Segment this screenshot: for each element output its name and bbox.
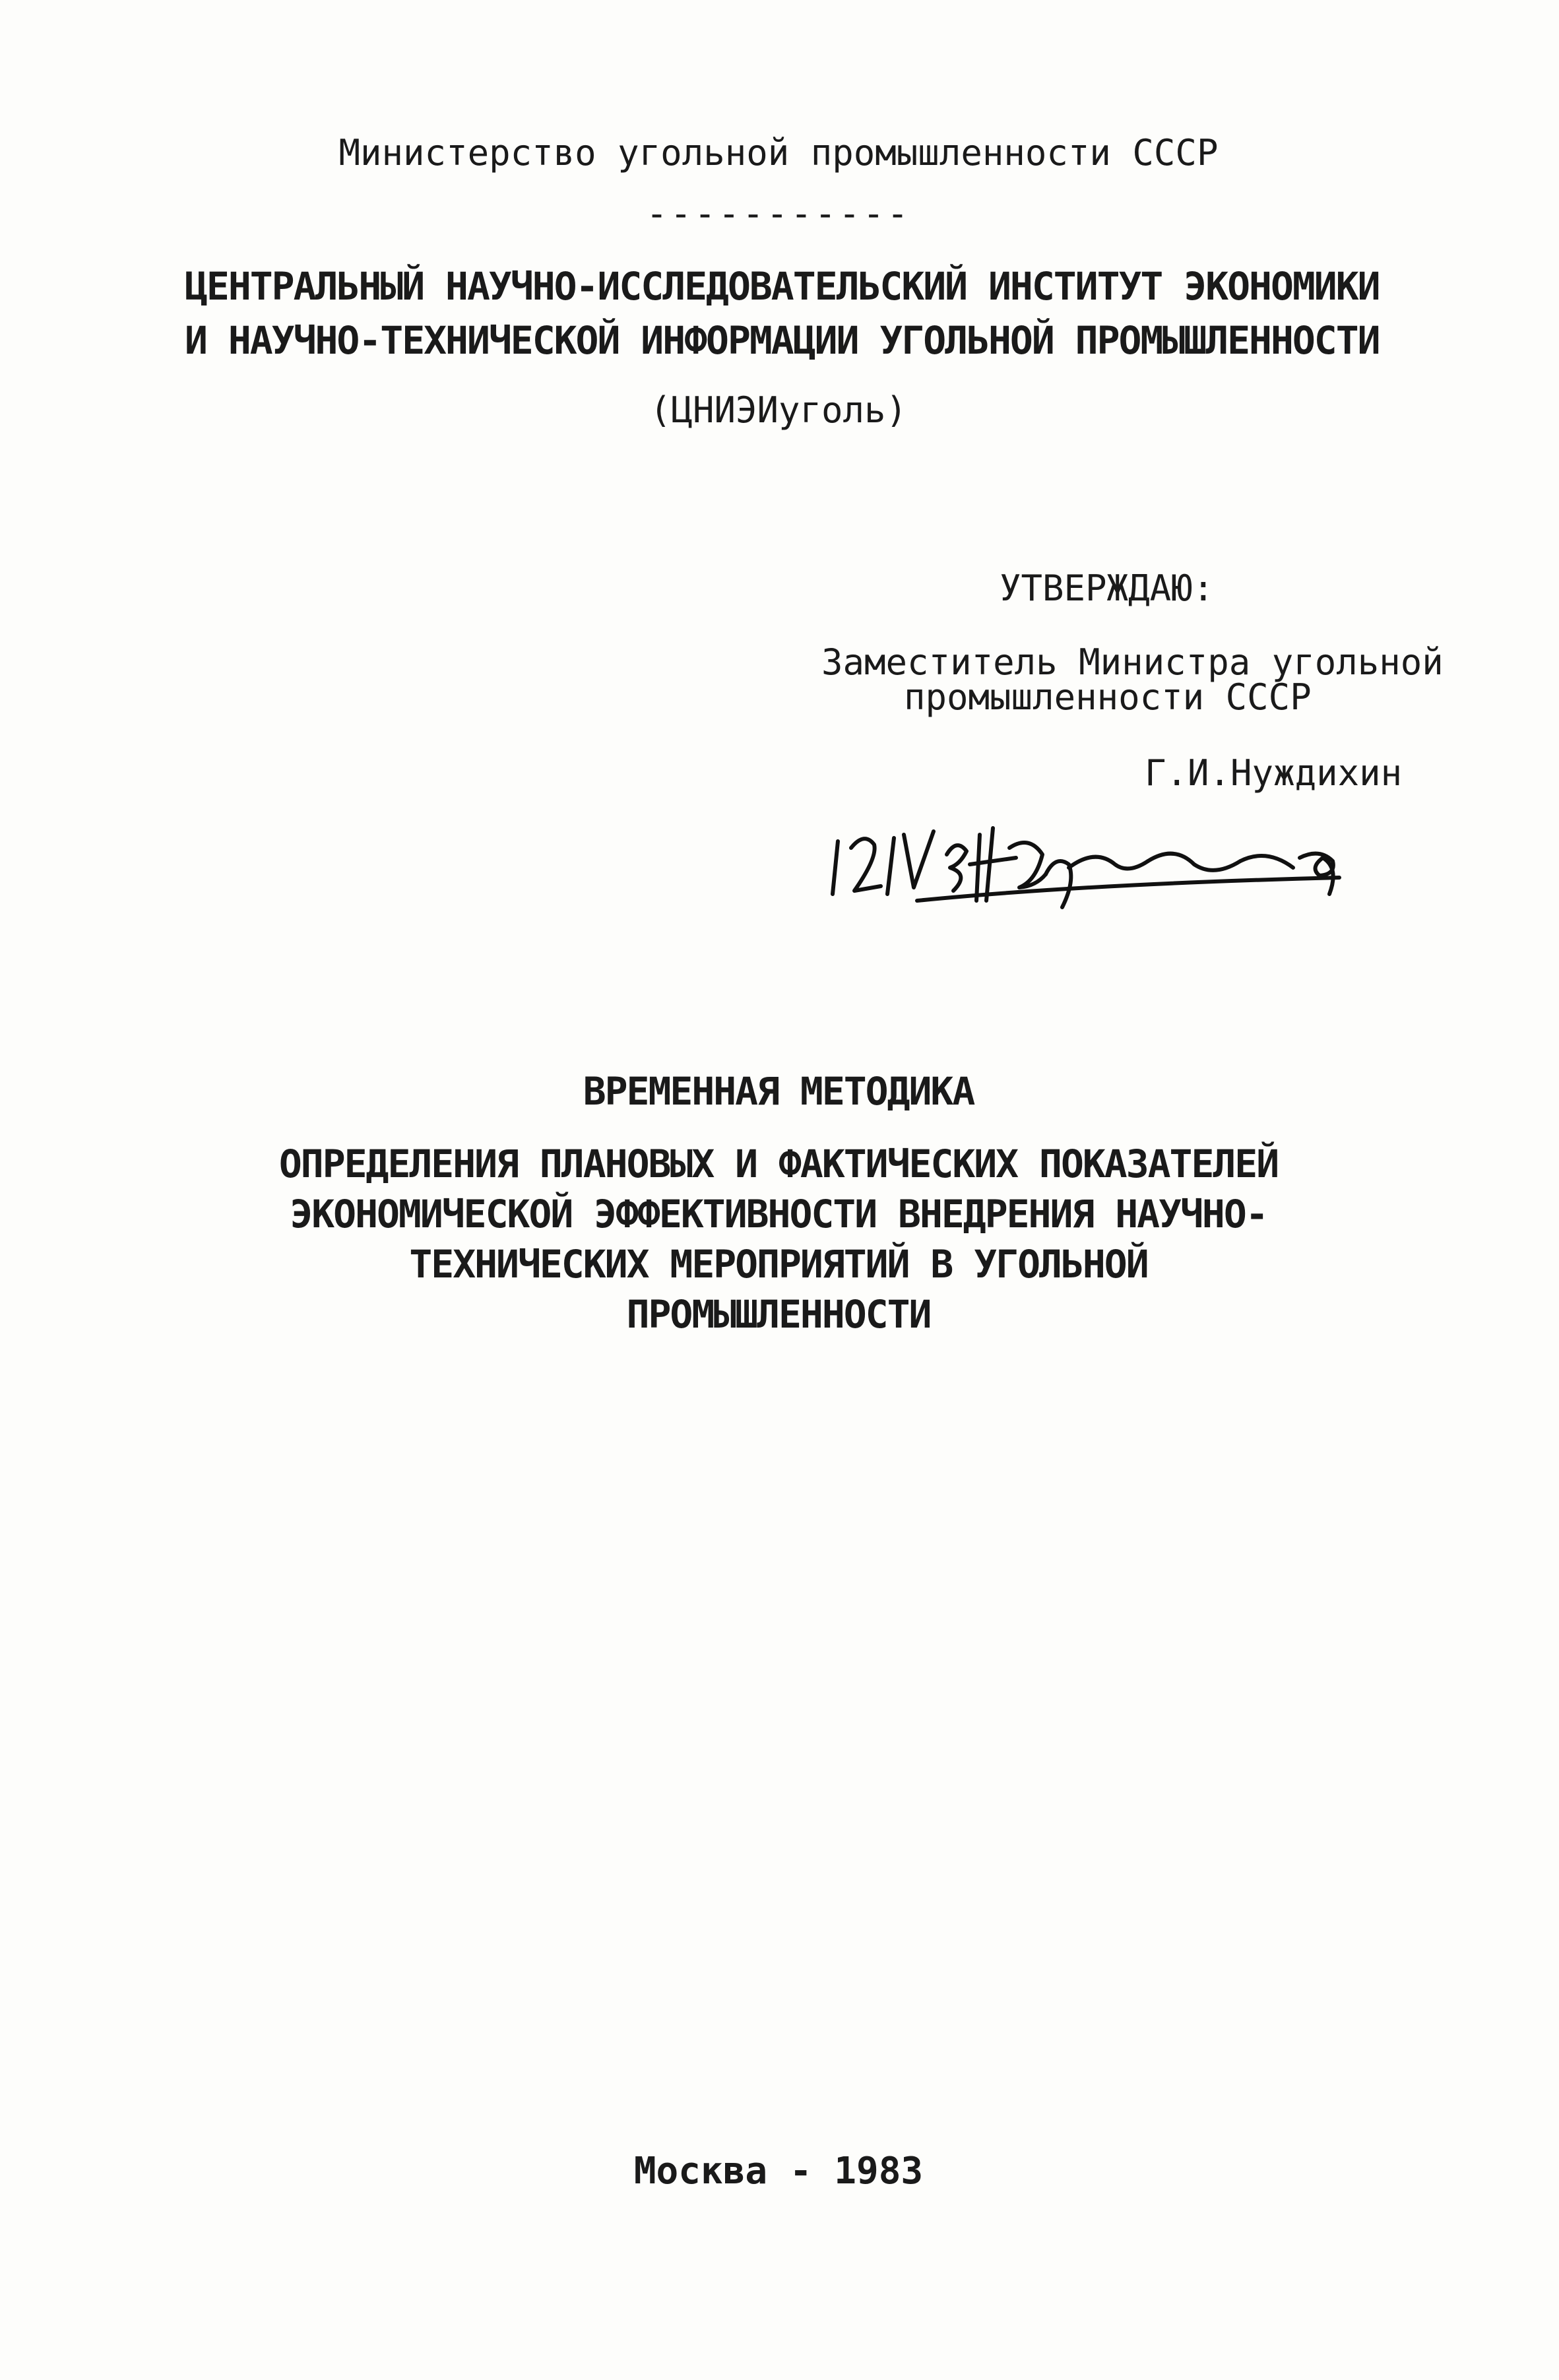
document-subtitle-line-1: ОПРЕДЕЛЕНИЯ ПЛАНОВЫХ И ФАКТИЧЕСКИХ ПОКАЗАТЕЛЕЙ [278,1142,1279,1186]
separator-line: ----------- [646,193,911,234]
document-subtitle-line-4: ПРОМЫШЛЕННОСТИ [626,1292,931,1337]
approver-position-line-2: промышленности СССР [904,676,1312,718]
institute-name-line-2: И НАУЧНО-ТЕХНИЧЕСКОЙ ИНФОРМАЦИИ УГОЛЬНОЙ ПРОМЫШЛЕННОСТИ [185,318,1380,363]
ministry-name: Министерство угольной промышленности СССР [338,132,1219,174]
document-title: ВРЕМЕННАЯ МЕТОДИКА [583,1069,974,1114]
publication-place-year: Москва - 1983 [633,2150,924,2193]
institute-abbreviation: (ЦНИЭИуголь) [649,389,908,431]
institute-name-line-1: ЦЕНТРАЛЬНЫЙ НАУЧНО-ИССЛЕДОВАТЕЛЬСКИЙ ИНСТИТУТ ЭКОНОМИКИ [185,264,1380,309]
handwritten-signature [818,802,1385,914]
approver-name: Г.И.Нуждихин [1145,752,1403,794]
document-subtitle-line-2: ЭКОНОМИЧЕСКОЙ ЭФФЕКТИВНОСТИ ВНЕДРЕНИЯ НАУЧНО- [290,1192,1267,1237]
approval-title: УТВЕРЖДАЮ: [1000,567,1215,609]
document-subtitle-line-3: ТЕХНИЧЕСКИХ МЕРОПРИЯТИЙ В УГОЛЬНОЙ [409,1242,1148,1287]
approver-position-line-1: Заместитель Министра угольной [821,641,1444,683]
